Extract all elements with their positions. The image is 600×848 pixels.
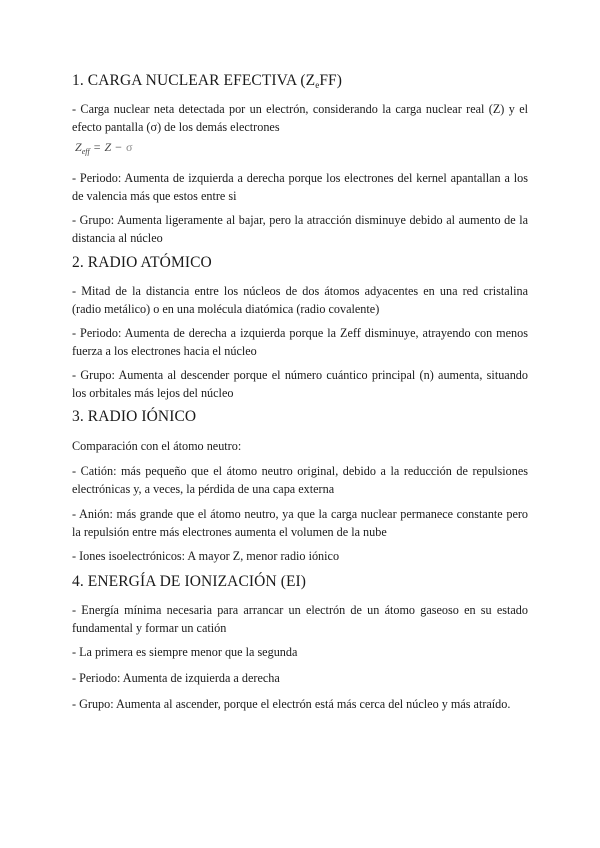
paragraph-definicion-ei: - Energía mínima necesaria para arrancar un electrón de un átomo gaseoso en su estado fundamental y formar un catión bbox=[72, 603, 528, 635]
paragraph-periodo-zeff: - Periodo: Aumenta de izquierda a derecha porque los electrones del kernel apantallan a los de valencia más que estos entre si bbox=[72, 171, 528, 203]
paragraph-periodo-radio: - Periodo: Aumenta de derecha a izquierda porque la Zeff disminuye, atrayendo con menos fuerza a los electrones hacia el núcleo bbox=[72, 326, 528, 358]
paragraph-primera-segunda: - La primera es siempre menor que la segunda bbox=[72, 645, 298, 659]
heading-subscript: e bbox=[315, 80, 320, 90]
paragraph-isoelectronicos: - Iones isoelectrónicos: A mayor Z, menor radio iónico bbox=[72, 549, 340, 563]
paragraph-grupo-zeff: - Grupo: Aumenta ligeramente al bajar, pero la atracción disminuye debido al aumento de la distancia al núcleo bbox=[72, 213, 528, 245]
heading-tail: FF) bbox=[319, 72, 343, 89]
formula-sigma: σ bbox=[125, 140, 133, 154]
paragraph-comparacion: Comparación con el átomo neutro: bbox=[72, 439, 242, 453]
paragraph-definicion-radio: - Mitad de la distancia entre los núcleos de dos átomos adyacentes en una red cristalina (radio metálico) o en una molécula diatómica (radio covalente) bbox=[72, 284, 528, 316]
paragraph-definicion-zeff: - Carga nuclear neta detectada por un electrón, considerando la carga nuclear real (Z) y el efecto pantalla (σ) de los demás electrones bbox=[72, 102, 528, 134]
paragraph-grupo-radio: - Grupo: Aumenta al descender porque el número cuántico principal (n) aumenta, situando los orbitales más lejos del núcleo bbox=[72, 368, 528, 400]
paragraph-grupo-ei: - Grupo: Aumenta al ascender, porque el electrón está más cerca del núcleo y más atraído. bbox=[72, 697, 511, 711]
section-heading-energia-ionizacion: 4. ENERGÍA DE IONIZACIÓN (EI) bbox=[72, 573, 307, 590]
section-heading-radio-ionico: 3. RADIO IÓNICO bbox=[72, 408, 197, 425]
formula-lhs-subscript: eff bbox=[81, 147, 90, 156]
formula-minus: − bbox=[115, 140, 122, 154]
zeff-formula bbox=[75, 140, 132, 156]
formula-lhs: Z bbox=[75, 140, 82, 154]
paragraph-cation: - Catión: más pequeño que el átomo neutro original, debido a la reducción de repulsiones electrónicas y, a veces, la pérdida de una capa externa bbox=[72, 464, 528, 496]
section-heading-carga-nuclear bbox=[72, 72, 342, 90]
section-heading-radio-atomico: 2. RADIO ATÓMICO bbox=[72, 254, 212, 271]
heading-text: 1. CARGA NUCLEAR EFECTIVA (Z bbox=[72, 72, 316, 89]
paragraph-anion: - Anión: más grande que el átomo neutro, ya que la carga nuclear permanece constante pero la repulsión entre más electrones aumenta el volumen de la nube bbox=[72, 507, 528, 539]
formula-rhs: Z bbox=[104, 140, 112, 154]
formula-equals: = bbox=[93, 140, 101, 154]
paragraph-periodo-ei: - Periodo: Aumenta de izquierda a derecha bbox=[72, 671, 280, 685]
